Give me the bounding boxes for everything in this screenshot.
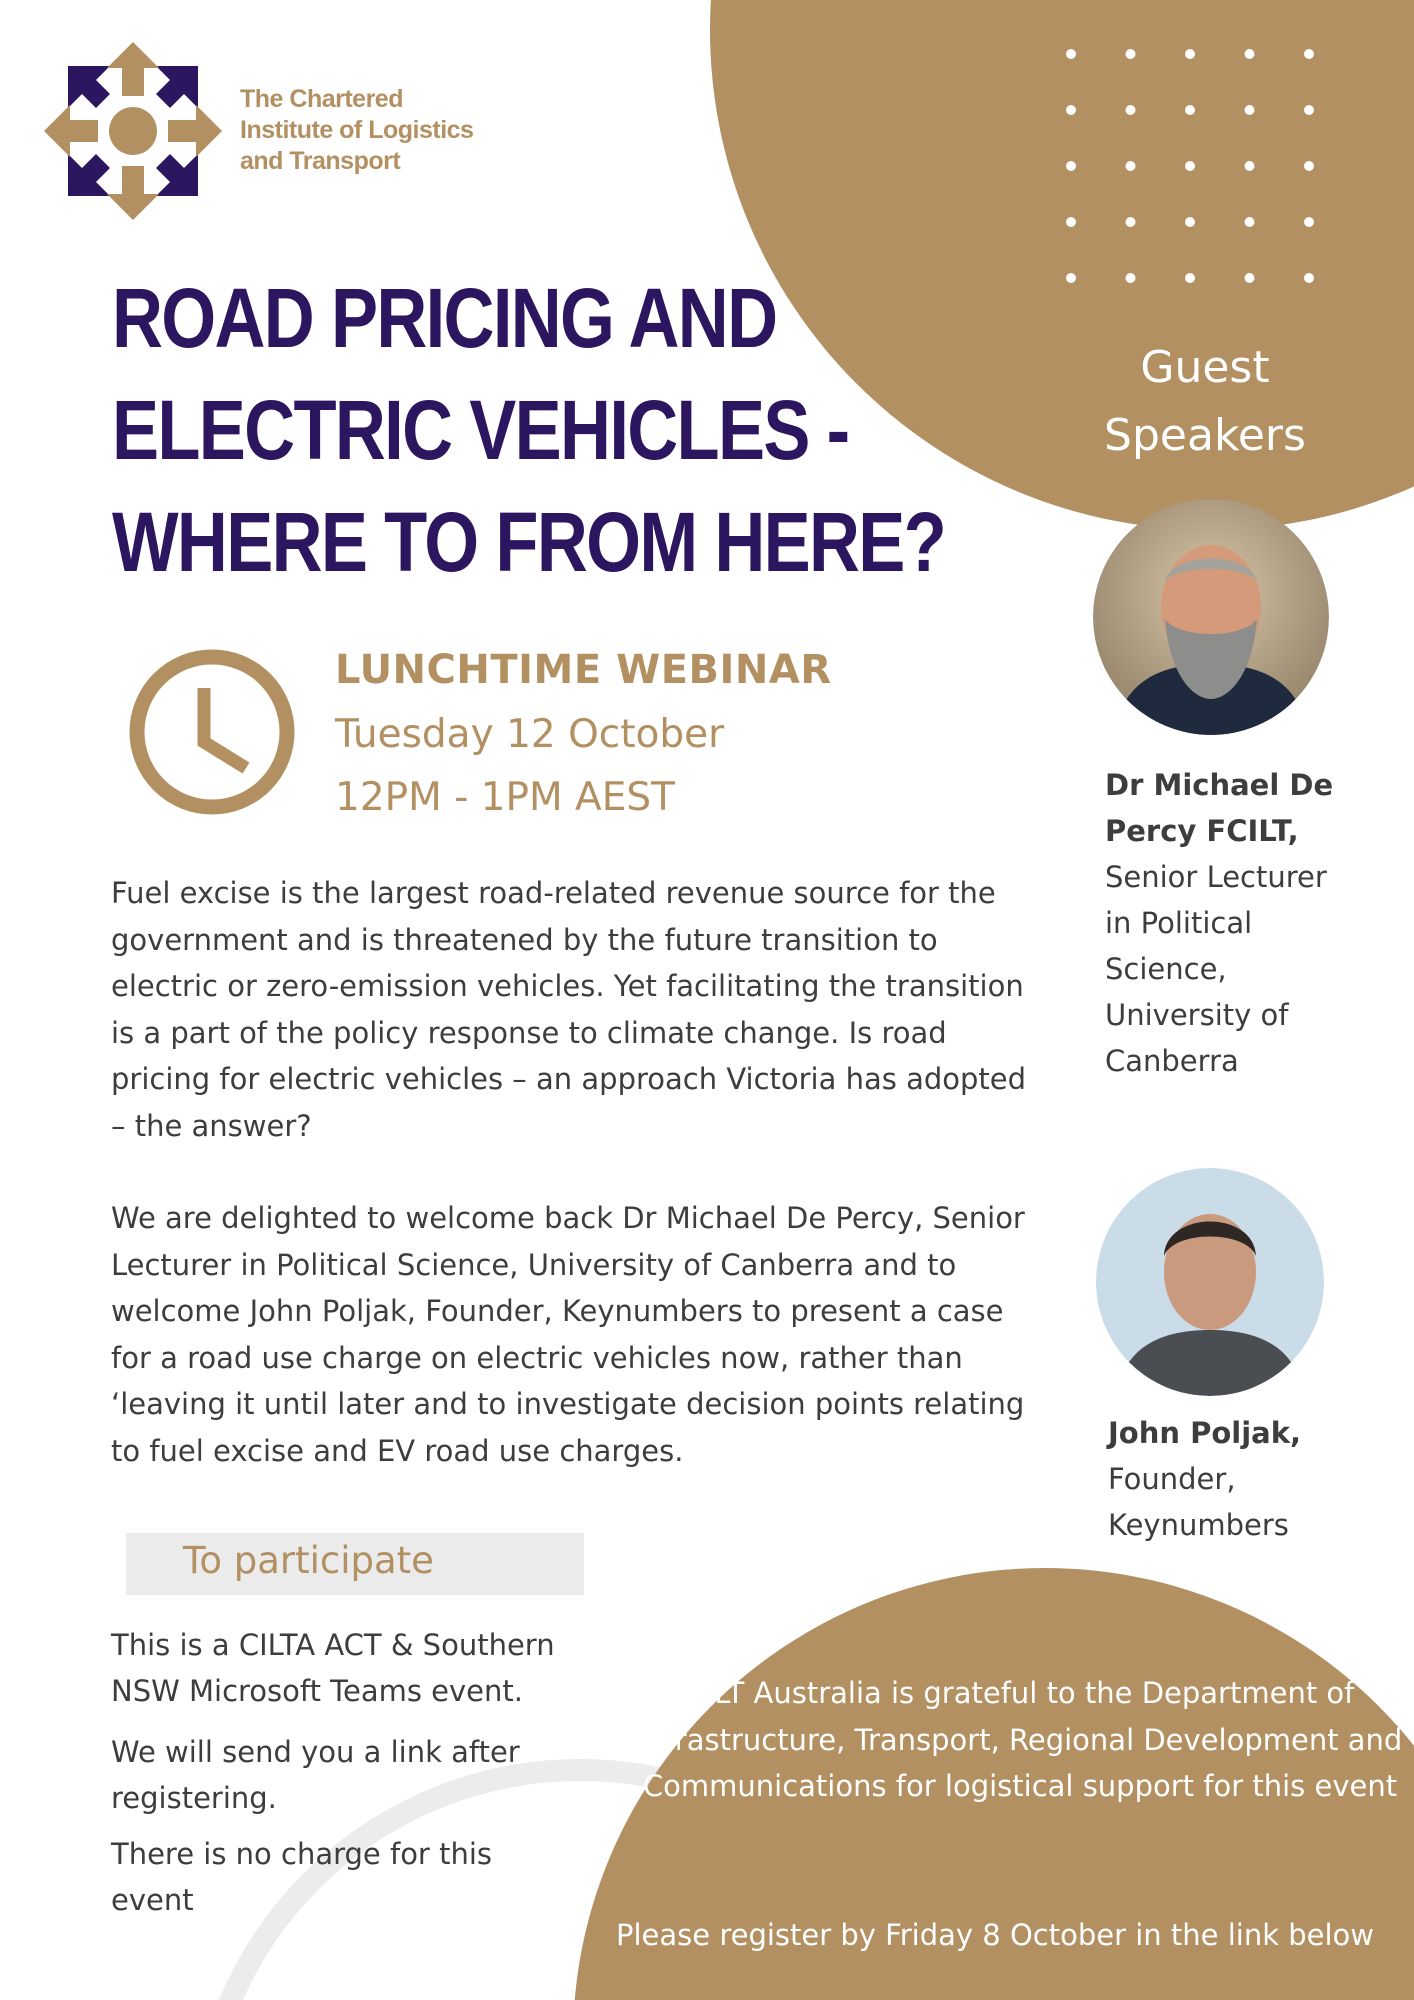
decorative-dot xyxy=(1185,217,1195,227)
decorative-dot xyxy=(1185,105,1195,115)
decorative-dot xyxy=(1126,273,1136,283)
decorative-dot xyxy=(1126,217,1136,227)
decorative-dot xyxy=(1304,217,1314,227)
guest-speakers-heading-line-2: Speakers xyxy=(1104,410,1306,461)
decorative-dot xyxy=(1304,105,1314,115)
speaker-michael-title: Senior Lecturer in Political Science, University of Canberra xyxy=(1105,860,1327,1078)
decorative-dot xyxy=(1245,161,1255,171)
decorative-dot xyxy=(1126,105,1136,115)
participate-line-2: We will send you a link after registering. xyxy=(111,1735,520,1815)
cilt-compass-logo-icon xyxy=(44,42,222,220)
description-paragraph-2: We are delighted to welcome back Dr Michael De Percy, Senior Lecturer in Political Science, University of Canberra and to welcome John Poljak, Founder, Keynumbers to present a case for a road use charge on electric vehicles now, rather than ‘leaving it until later and to investigate decision points relating to fuel excise and EV road use charges. xyxy=(111,1201,1025,1468)
clock-icon xyxy=(126,646,298,818)
title-line-3: WHERE TO FROM HERE? xyxy=(112,495,946,589)
decorative-dot xyxy=(1066,217,1076,227)
decorative-dot xyxy=(1126,49,1136,59)
description-paragraph-1: Fuel excise is the largest road-related revenue source for the government and is threatened by the future transition to electric or zero-emission vehicles. Yet facilitating the transition is a part of the policy response to climate change. Is road pricing for electric vehicles – an approach Victoria has adopted – the answer? xyxy=(111,876,1027,1143)
speaker-michael-card xyxy=(1105,762,1345,1084)
title-line-2: ELECTRIC VEHICLES - xyxy=(112,383,849,477)
decorative-dot xyxy=(1304,161,1314,171)
decorative-dot xyxy=(1066,105,1076,115)
speaker-photo-michael xyxy=(1093,499,1329,735)
title-line-1: ROAD PRICING AND xyxy=(112,271,777,365)
decorative-dot xyxy=(1245,105,1255,115)
decorative-dot xyxy=(1185,49,1195,59)
decorative-dot xyxy=(1304,49,1314,59)
participate-line-3: There is no charge for this event xyxy=(111,1837,492,1917)
logo-line-3: and Transport xyxy=(240,147,401,175)
decorative-dot xyxy=(1066,161,1076,171)
decorative-dot xyxy=(1066,49,1076,59)
decorative-dot xyxy=(1304,273,1314,283)
sponsor-thanks-text: CILT Australia is grateful to the Department of Infrastructure, Transport, Regional Development and Communications for logistical support for this event xyxy=(637,1676,1403,1803)
speaker-john-card xyxy=(1108,1410,1308,1548)
decorative-dot xyxy=(1126,161,1136,171)
speaker-john-title: Founder, Keynumbers xyxy=(1108,1462,1289,1542)
decorative-dot xyxy=(1245,217,1255,227)
logo-line-2: Institute of Logistics xyxy=(240,116,474,144)
decorative-dot xyxy=(1185,161,1195,171)
decorative-dot xyxy=(1185,273,1195,283)
logo-line-1: The Chartered xyxy=(240,85,403,113)
register-deadline-text: Please register by Friday 8 October in the link below xyxy=(616,1918,1374,1952)
decorative-dot xyxy=(1066,273,1076,283)
participate-heading: To participate xyxy=(183,1539,434,1582)
webinar-date: Tuesday 12 October xyxy=(335,712,725,757)
participate-line-1: This is a CILTA ACT & Southern NSW Microsoft Teams event. xyxy=(111,1628,555,1708)
page-title xyxy=(112,262,945,598)
decorative-dot xyxy=(1245,273,1255,283)
guest-speakers-heading-line-1: Guest xyxy=(1140,342,1270,393)
speaker-photo-john xyxy=(1096,1168,1324,1396)
webinar-label: LUNCHTIME WEBINAR xyxy=(335,647,832,693)
logo-wordmark xyxy=(240,84,473,177)
decorative-dot xyxy=(1245,49,1255,59)
guest-speakers-heading xyxy=(1090,334,1320,470)
webinar-time: 12PM - 1PM AEST xyxy=(335,775,675,820)
speaker-john-name: John Poljak, xyxy=(1108,1416,1302,1450)
speaker-michael-name: Dr Michael De Percy FCILT, xyxy=(1105,768,1334,848)
